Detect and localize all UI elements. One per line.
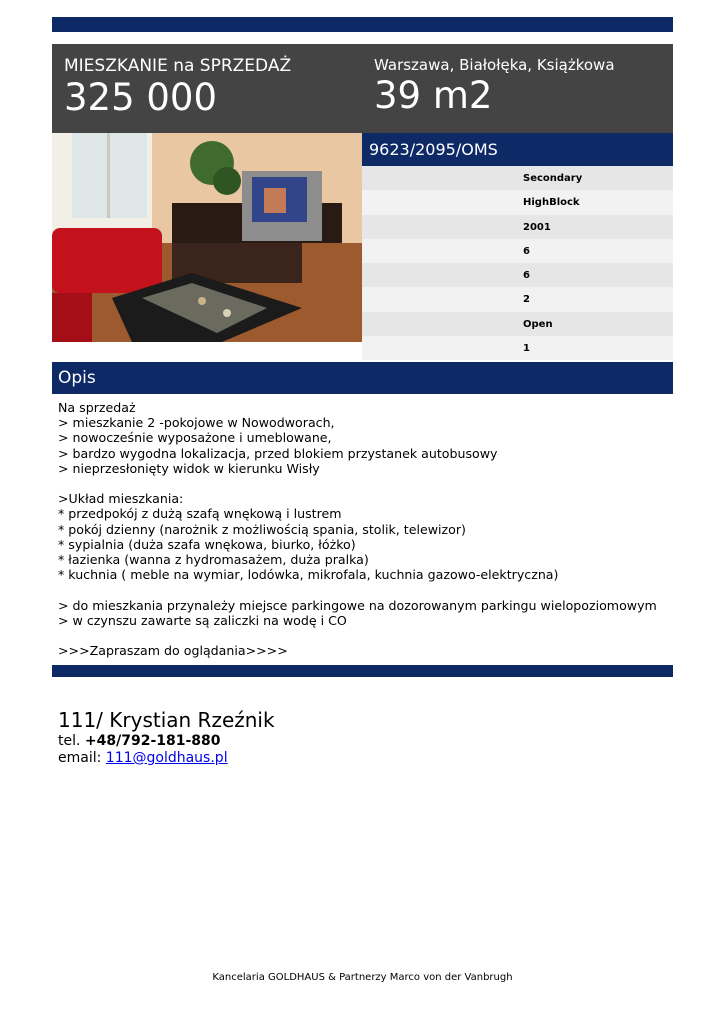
- attribute-row: [362, 312, 673, 336]
- attribute-row: [362, 215, 673, 239]
- description-line: >>>Zapraszam do oglądania>>>>: [58, 643, 288, 659]
- attribute-value: 2: [523, 294, 530, 306]
- attribute-value: 2001: [523, 221, 551, 233]
- attribute-row: [362, 239, 673, 263]
- listing-area: 39 m2: [374, 74, 493, 117]
- attribute-value: Secondary: [523, 173, 583, 184]
- description-line: * przedpokój z dużą szafą wnękową i lustrem: [58, 506, 342, 522]
- attribute-row: [362, 190, 673, 214]
- description-heading-bar: [52, 362, 673, 394]
- page-footer: Kancelaria GOLDHAUS & Partnerzy Marco von der Vanbrugh: [212, 972, 513, 983]
- listing-location: Warszawa, Białołęka, Książkowa: [374, 56, 615, 74]
- description-line: * pokój dzienny (narożnik z możliwością spania, stolik, telewizor): [58, 521, 466, 537]
- top-accent-bar: [52, 17, 673, 32]
- description-line: [58, 476, 668, 491]
- attribute-value: HighBlock: [523, 197, 580, 209]
- description-line: * łazienka (wanna z hydromasażem, duża pralka): [58, 552, 369, 568]
- description-body: [58, 400, 668, 658]
- email-label: email:: [58, 750, 102, 766]
- description-line: > bardzo wygodna lokalizacja, przed blokiem przystanek autobusowy: [58, 445, 498, 461]
- description-line: >Układ mieszkania:: [58, 491, 184, 507]
- description-line: > nowocześnie wyposażone i umeblowane,: [58, 430, 332, 446]
- living-room-image: [52, 133, 362, 342]
- reference-number-bar: [362, 133, 673, 166]
- description-line: > mieszkanie 2 -pokojowe w Nowodworach,: [58, 415, 335, 431]
- attribute-row: [362, 287, 673, 311]
- description-line: Na sprzedaż: [58, 400, 136, 415]
- attribute-value: Open: [523, 318, 553, 330]
- attribute-value: 6: [523, 270, 530, 282]
- email-link[interactable]: 111@goldhaus.pl: [105, 750, 228, 766]
- description-heading: Opis: [58, 368, 96, 388]
- description-line: [58, 582, 668, 597]
- agent-name: 111/ Krystian Rzeźnik: [58, 708, 275, 732]
- listing-type: MIESZKANIE na SPRZEDAŻ: [64, 56, 292, 76]
- phone-line: [58, 733, 275, 749]
- attribute-row: [362, 166, 673, 190]
- attribute-row: [362, 336, 673, 360]
- phone-label: tel.: [58, 733, 81, 749]
- reference-number: 9623/2095/OMS: [369, 140, 498, 159]
- attribute-row: [362, 263, 673, 287]
- description-line: [58, 628, 668, 643]
- description-line: * sypialnia (duża szafa wnękowa, biurko, łóżko): [58, 536, 356, 552]
- email-line: [58, 750, 275, 766]
- apartment-photo: [52, 133, 362, 342]
- description-line: * kuchnia ( meble na wymiar, lodówka, mikrofala, kuchnia gazowo-elektryczna): [58, 567, 559, 583]
- listing-header: [52, 44, 673, 133]
- description-line: > w czynszu zawarte są zaliczki na wodę i CO: [58, 612, 347, 628]
- description-line: > nieprzesłonięty widok w kierunku Wisły: [58, 460, 320, 476]
- listing-price: 325 000: [64, 76, 218, 119]
- description-line: > do mieszkania przynależy miejsce parkingowe na dozorowanym parkingu wielopoziomowym: [58, 597, 657, 613]
- bottom-accent-bar: [52, 665, 673, 677]
- attributes-table: [362, 166, 673, 360]
- phone-number: +48/792-181-880: [84, 733, 221, 749]
- attribute-value: 1: [523, 343, 530, 355]
- agent-contact: [58, 708, 275, 766]
- attribute-value: 6: [523, 245, 530, 257]
